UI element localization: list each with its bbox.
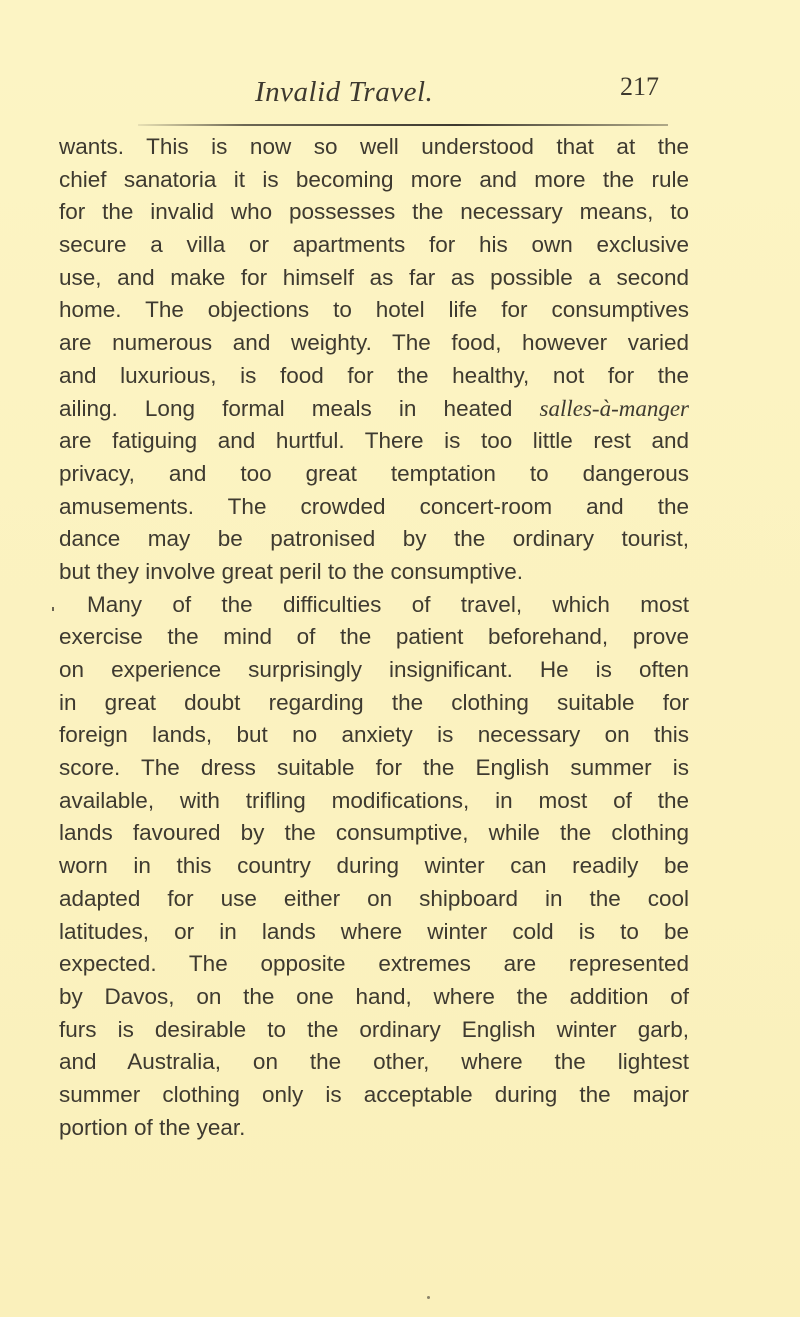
text-line: but they involve great peril to the consumptive. xyxy=(59,558,524,584)
body-text xyxy=(59,131,689,1144)
text-line: adapted for use either on shipboard in the cool xyxy=(59,885,689,911)
text-line: on experience surprisingly insignificant. He is often xyxy=(59,657,689,682)
page-number: 217 xyxy=(620,72,659,101)
text-line: exercise the mind of the patient beforehand, prove xyxy=(59,624,689,650)
text-line: ailing. Long formal meals in heated salles-à-manger xyxy=(59,395,689,421)
text-line-paragraph-start: Many of the difficulties of travel, which most xyxy=(87,591,689,617)
margin-mark xyxy=(52,607,54,611)
text-line: amusements. The crowded concert-room and the xyxy=(59,493,689,519)
text-line: in great doubt regarding the clothing suitable for xyxy=(59,689,689,715)
text-line: worn in this country during winter can readily be xyxy=(59,853,689,879)
running-head xyxy=(0,72,800,112)
text-line: secure a villa or apartments for his own exclusive xyxy=(59,232,689,258)
text-line: wants. This is now so well understood that at the xyxy=(59,134,689,159)
text-line: portion of the year. xyxy=(59,1114,246,1140)
text-line: home. The objections to hotel life for consumptives xyxy=(59,297,689,323)
text-line: summer clothing only is acceptable during the major xyxy=(59,1081,689,1107)
running-title: Invalid Travel. xyxy=(255,76,434,108)
text-line: chief sanatoria it is becoming more and more the rule xyxy=(59,166,689,192)
text-line: for the invalid who possesses the necessary means, to xyxy=(59,199,689,225)
text-line: furs is desirable to the ordinary English winter garb, xyxy=(59,1016,689,1042)
paper-speck xyxy=(427,1296,430,1299)
text-line: expected. The opposite extremes are represented xyxy=(59,951,689,977)
text-line: are fatiguing and hurtful. There is too little rest and xyxy=(59,428,689,454)
text-line: available, with trifling modifications, in most of the xyxy=(59,787,689,813)
text-line: and luxurious, is food for the healthy, not for the xyxy=(59,362,689,388)
header-rule xyxy=(138,124,668,126)
text-line: and Australia, on the other, where the lightest xyxy=(59,1049,689,1075)
text-line: latitudes, or in lands where winter cold is to be xyxy=(59,918,689,944)
text-line: are numerous and weighty. The food, however varied xyxy=(59,330,689,356)
italic-phrase: salles-à-manger xyxy=(539,395,689,421)
text-line: foreign lands, but no anxiety is necessary on this xyxy=(59,722,689,748)
text-line: use, and make for himself as far as possible a second xyxy=(59,264,689,290)
text-line: score. The dress suitable for the English summer is xyxy=(59,755,689,781)
text-line: privacy, and too great temptation to dangerous xyxy=(59,460,689,486)
text-line: dance may be patronised by the ordinary tourist, xyxy=(59,526,689,552)
text-line: lands favoured by the consumptive, while the clothing xyxy=(59,820,689,846)
text-line: by Davos, on the one hand, where the addition of xyxy=(59,983,689,1009)
